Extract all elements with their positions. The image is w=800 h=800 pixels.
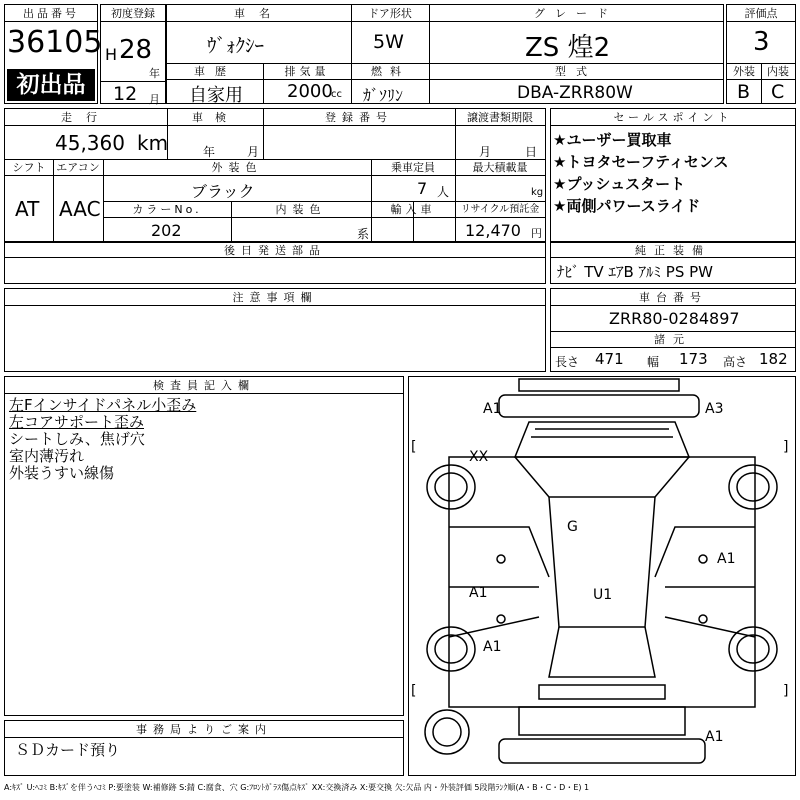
chassis-label: 車台番号	[639, 291, 707, 304]
inspector-note: 左コアサポート歪み	[9, 413, 145, 431]
year-unit: 年	[149, 67, 160, 80]
car-diagram-box	[408, 376, 796, 776]
damage-mark-front-right: A3	[705, 401, 724, 417]
inspector-note: シートしみ、焦げ穴	[9, 430, 145, 448]
capacity-unit: 人	[437, 185, 450, 199]
equipment-label: 純正装備	[635, 244, 711, 257]
month: 12	[113, 83, 138, 105]
capacity-label: 乗車定員	[391, 161, 435, 174]
displacement-label: 排気量	[284, 65, 330, 78]
score-label: 評価点	[744, 7, 778, 20]
transfer-day-unit: 日	[525, 145, 538, 159]
bracket-mark: [	[411, 439, 417, 455]
history: 自家用	[189, 85, 243, 106]
displacement: 2000	[287, 81, 333, 102]
inspector-label: 検査員記入欄	[153, 379, 255, 392]
interior-grade-label: 内装	[767, 65, 789, 78]
door-label: ドア形状	[368, 7, 412, 20]
sales-point-item: ★トヨタセーフティセンス	[553, 153, 729, 171]
transfer-month-unit: 月	[479, 145, 492, 159]
listing-number-box	[4, 4, 103, 104]
history-label: 車歴	[194, 65, 236, 78]
capacity: 7	[417, 179, 428, 198]
first-registration-box	[100, 4, 166, 104]
dims-label: 諸元	[654, 333, 692, 346]
sales-point-item: ★プッシュスタート	[553, 175, 686, 193]
bracket-mark: [	[411, 683, 417, 699]
exterior-grade: B	[737, 81, 751, 103]
inspection-month-unit: 月	[247, 145, 260, 159]
inspector-note: 外装うすい線傷	[9, 464, 115, 482]
inspector-note: 室内薄汚れ	[9, 447, 85, 465]
month-unit: 月	[149, 93, 160, 106]
year: 28	[119, 35, 153, 65]
office-box	[4, 720, 404, 776]
color-no: 202	[151, 221, 182, 240]
load-unit: kg	[531, 187, 544, 198]
sales-point-item: ★両側パワースライド	[553, 197, 701, 215]
damage-mark-left-rear-door: A1	[469, 585, 488, 601]
damage-mark-left-rear-quarter: A1	[483, 639, 502, 655]
car-name-label: 車名	[234, 7, 284, 20]
first-listing-badge: 初出品	[7, 69, 95, 101]
height: 182	[759, 350, 788, 368]
damage-mark-floor: U1	[593, 587, 613, 603]
mileage: 45,360	[55, 131, 125, 155]
inspection-label: 車検	[192, 111, 238, 124]
score-box	[726, 4, 796, 104]
score: 3	[753, 27, 770, 57]
mileage-unit: km	[137, 131, 169, 155]
recycle-unit: 円	[531, 227, 542, 240]
fuel: ｶﾞｿﾘﾝ	[363, 86, 404, 105]
fuel-label: 燃料	[371, 65, 409, 78]
interior-color-unit: 系	[357, 227, 370, 241]
shipping-parts-box	[4, 242, 546, 284]
inspector-box	[4, 376, 404, 716]
mileage-label: 走行	[61, 111, 111, 124]
exterior-color: ブラック	[191, 182, 255, 201]
legend: A:ｷｽﾞ U:ﾍｺﾐ B:ｷｽﾞを伴うﾍｺﾐ P:要塗装 W:補修跡 S:錆 C:腐食、穴 G:ﾌﾛﾝﾄｶﾞﾗｽ傷点ｷｽﾞ XX:交換済み X:要交換 欠:欠品 内・外装評価 5段階ﾗﾝｸ順(A・B・C・D・E) 1	[4, 783, 590, 792]
damage-mark-right-front-door: A1	[717, 551, 736, 567]
bracket-mark: ]	[783, 683, 789, 699]
caution-label: 注意事項欄	[232, 291, 318, 304]
damage-mark-front-left: A1	[483, 401, 502, 417]
caution-box	[4, 288, 546, 372]
recycle: 12,470	[465, 221, 521, 240]
listing-number-label: 出品番号	[23, 7, 79, 20]
load-label: 最大積載量	[472, 161, 528, 174]
displacement-unit: cc	[331, 89, 342, 100]
width-label: 幅	[647, 355, 660, 369]
exterior-grade-label: 外装	[733, 65, 755, 78]
sales-points-label: セールスポイント	[613, 111, 733, 124]
grade: ZS 煌2	[525, 33, 611, 63]
length: 471	[595, 350, 624, 368]
plate-label: 登録番号	[325, 111, 393, 124]
damage-mark-rear-bumper: A1	[705, 729, 724, 745]
inspection-year-unit: 年	[203, 145, 216, 159]
chassis-number: ZRR80-0284897	[609, 309, 740, 328]
transfer-doc-label: 譲渡書類期限	[467, 111, 533, 124]
listing-number: 36105	[7, 25, 103, 60]
recycle-label: リサイクル預託金	[460, 204, 540, 215]
era: H	[105, 45, 118, 64]
car-info-box	[166, 4, 724, 104]
interior-grade: C	[771, 81, 785, 103]
import-label: 輸入車	[390, 203, 436, 216]
damage-mark-roof: G	[567, 519, 578, 535]
chassis-box	[550, 288, 796, 372]
shift: AT	[15, 197, 40, 221]
damage-mark-left-front-fender: XX	[469, 449, 489, 465]
height-label: 高さ	[723, 355, 748, 369]
sales-points-box	[550, 108, 796, 242]
door: 5W	[373, 31, 404, 53]
office-label: 事務局よりご案内	[136, 723, 272, 736]
equipment-box	[550, 242, 796, 284]
bracket-mark: ]	[783, 439, 789, 455]
inspector-note: 左Fインサイドパネル小歪み	[9, 396, 197, 414]
model: DBA-ZRR80W	[517, 83, 633, 103]
first-registration-label: 初度登録	[111, 7, 155, 20]
ac: AAC	[59, 197, 101, 221]
office-note: ＳＤカード預り	[15, 741, 121, 759]
color-no-label: カラーNo.	[132, 203, 202, 216]
interior-color-label: 内装色	[275, 203, 327, 216]
grade-label: グレード	[534, 7, 618, 20]
specs-table	[4, 108, 546, 242]
exterior-color-label: 外装色	[211, 161, 263, 174]
shift-label: シフト	[12, 161, 46, 174]
model-label: 型式	[555, 65, 597, 78]
equipment-value: ﾅﾋﾞ TV ｴｱB ｱﾙﾐ PS PW	[557, 263, 713, 281]
sales-point-item: ★ユーザー買取車	[553, 131, 672, 149]
car-diagram	[409, 377, 795, 775]
width: 173	[679, 350, 708, 368]
ac-label: エアコン	[56, 161, 100, 174]
car-name: ｳﾞｫｸｼｰ	[207, 35, 265, 57]
shipping-label: 後日発送部品	[224, 244, 326, 257]
length-label: 長さ	[555, 355, 580, 369]
